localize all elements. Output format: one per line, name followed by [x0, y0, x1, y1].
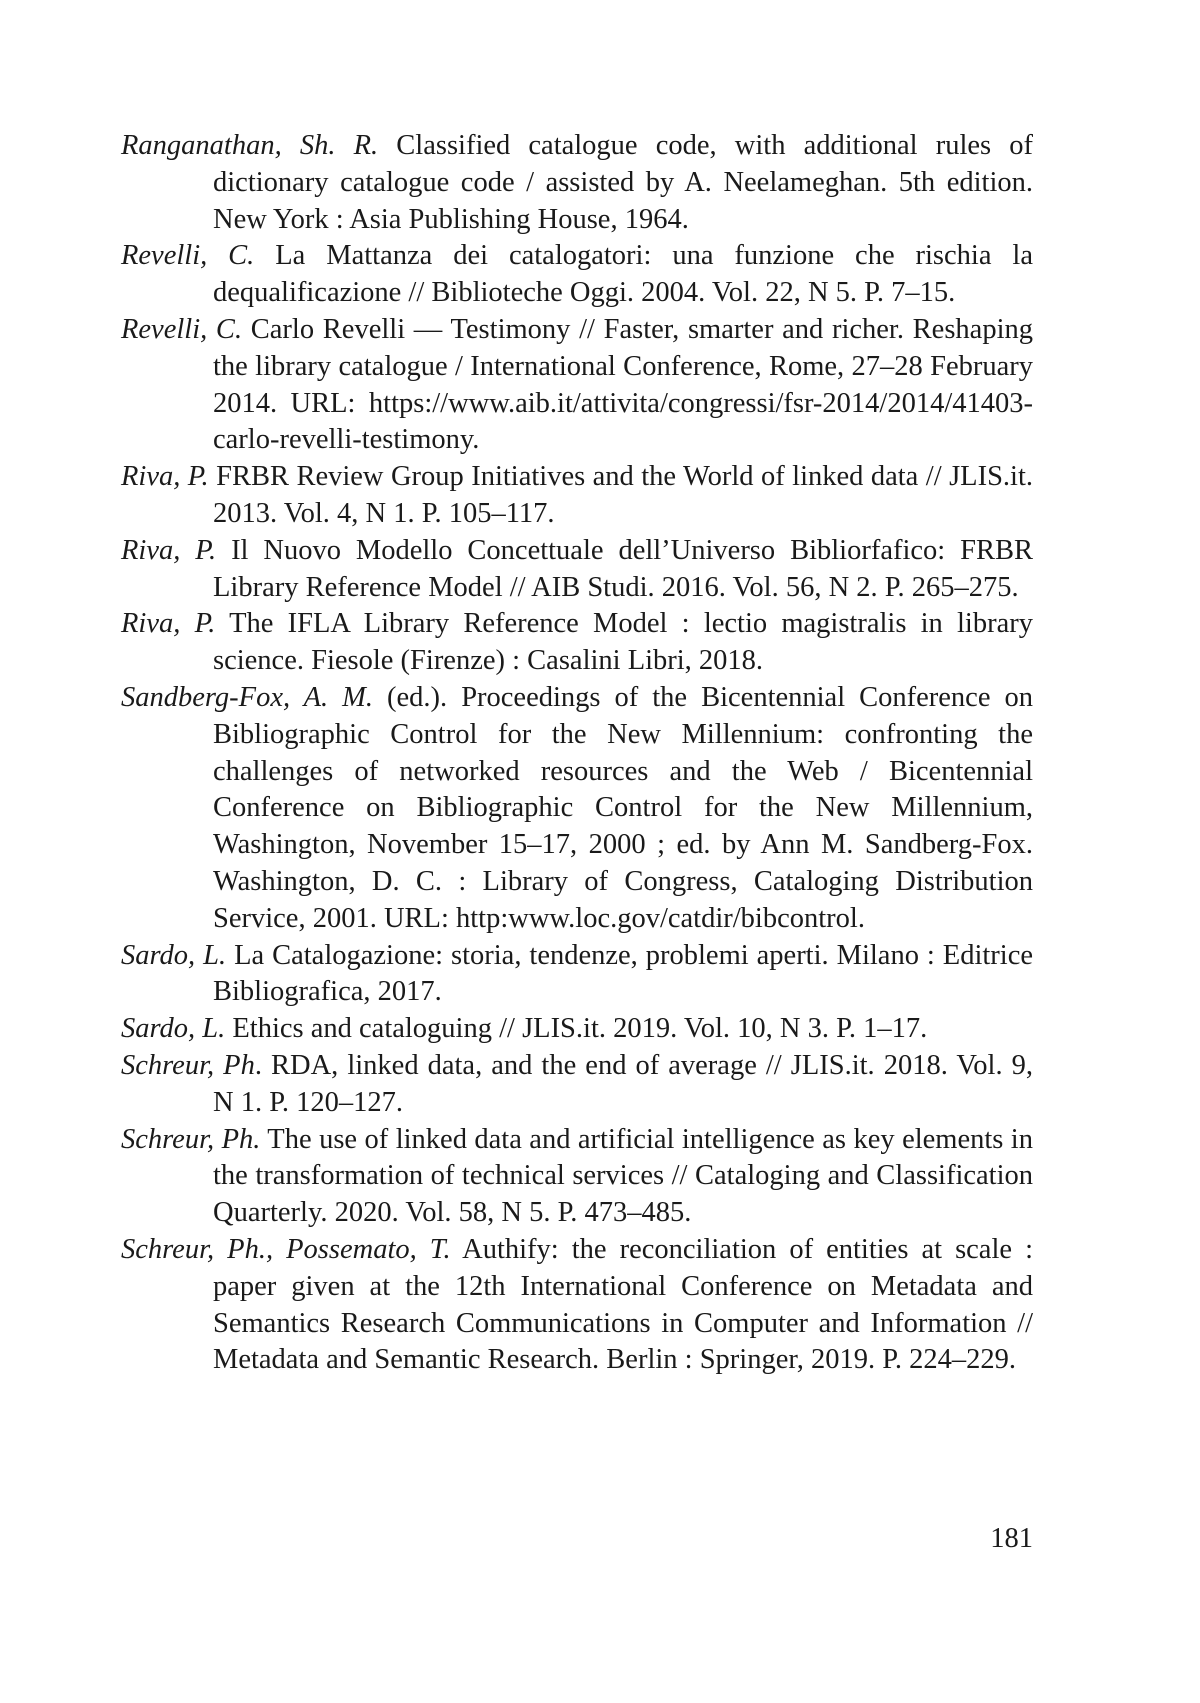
reference-text: The use of linked data and artificial intelligence as key elements in the transformation of technical services // Cataloging and Classification Quarterly. 2020. Vol. 58, N 5. P. 473–485. [213, 1123, 1033, 1229]
reference-author: Schreur, Ph. [121, 1123, 261, 1155]
reference-entry [121, 1011, 1033, 1048]
reference-entry [121, 606, 1033, 680]
reference-entry [121, 1122, 1033, 1232]
reference-text: Il Nuovo Modello Concettuale dell’Universo Bibliorfafico: FRBR Library Reference Model // AIB Studi. 2016. Vol. 56, N 2. P. 265–275. [213, 534, 1033, 603]
reference-author: Riva, P. [121, 461, 209, 493]
reference-entry [121, 1232, 1033, 1379]
reference-author: Sardo, L. [121, 1013, 226, 1045]
reference-text: Classified catalogue code, with additional rules of dictionary catalogue code / assisted by A. Neelameghan. 5th edition. New York : Asia Publishing House, 1964. [213, 130, 1033, 235]
reference-author: Ranganathan, Sh. R. [121, 130, 379, 161]
reference-entry [121, 459, 1033, 533]
reference-entry [121, 533, 1033, 607]
reference-author: Schreur, Ph., Possemato, T. [121, 1233, 451, 1265]
reference-author: Revelli, C. [121, 313, 243, 345]
reference-author: Revelli, C. [121, 240, 255, 272]
reference-entry [121, 938, 1033, 1012]
page-number: 181 [990, 1523, 1033, 1554]
reference-text: (ed.). Proceedings of the Bicentennial Conference on Bibliographic Control for the New Millennium: confronting the challenges of networked resources and the Web / Bicentennial Conference on Bibliographic Control for the New Millennium, Washington, November 15–17, 2000 ; ed. by Ann M. Sandberg-Fox. Washington, D. C. : Library of Congress, Cataloging Distribution Service, 2001. URL: http:www.loc.gov/catdir/bibcontrol. [213, 681, 1033, 934]
reference-author: Schreur, Ph [121, 1049, 255, 1081]
reference-text: Carlo Revelli — Testimony // Faster, smarter and richer. Reshaping the library catalogue / International Conference, Rome, 27–28 February 2014. URL: https://www.aib.it/attivita/congressi/fsr-2014/2014/41403-carlo-revelli-testimony. [213, 313, 1033, 456]
reference-entry [121, 312, 1033, 459]
reference-entry [121, 680, 1033, 938]
reference-text: . RDA, linked data, and the end of average // JLIS.it. 2018. Vol. 9, N 1. P. 120–127. [213, 1049, 1033, 1118]
reference-author: Sandberg-Fox, A. M. [121, 681, 374, 713]
reference-entry [121, 128, 1033, 238]
reference-author: Sardo, L. [121, 939, 227, 971]
reference-text: Authify: the reconciliation of entities at scale : paper given at the 12th International Conference on Metadata and Semantics Research Communications in Computer and Information // Metadata and Semantic Research. Berlin : Springer, 2019. P. 224–229. [213, 1233, 1033, 1376]
reference-author: Riva, P. [121, 534, 217, 566]
reference-text: FRBR Review Group Initiatives and the World of linked data // JLIS.it. 2013. Vol. 4, N 1. P. 105–117. [208, 461, 1033, 529]
reference-text: La Mattanza dei catalogatori: una funzione che rischia la dequalificazione // Biblioteche Oggi. 2004. Vol. 22, N 5. P. 7–15. [213, 240, 1033, 309]
reference-entry [121, 238, 1033, 312]
reference-text: The IFLA Library Reference Model : lectio magistralis in library science. Fiesole (Firenze) : Casalini Libri, 2018. [213, 608, 1033, 677]
reference-entry [121, 1048, 1033, 1122]
reference-text: La Catalogazione: storia, tendenze, problemi aperti. Milano : Editrice Bibliografica, 2017. [213, 939, 1033, 1008]
reference-list [121, 128, 1033, 1379]
reference-text: Ethics and cataloguing // JLIS.it. 2019. Vol. 10, N 3. P. 1–17. [225, 1013, 928, 1045]
reference-author: Riva, P. [121, 608, 216, 640]
